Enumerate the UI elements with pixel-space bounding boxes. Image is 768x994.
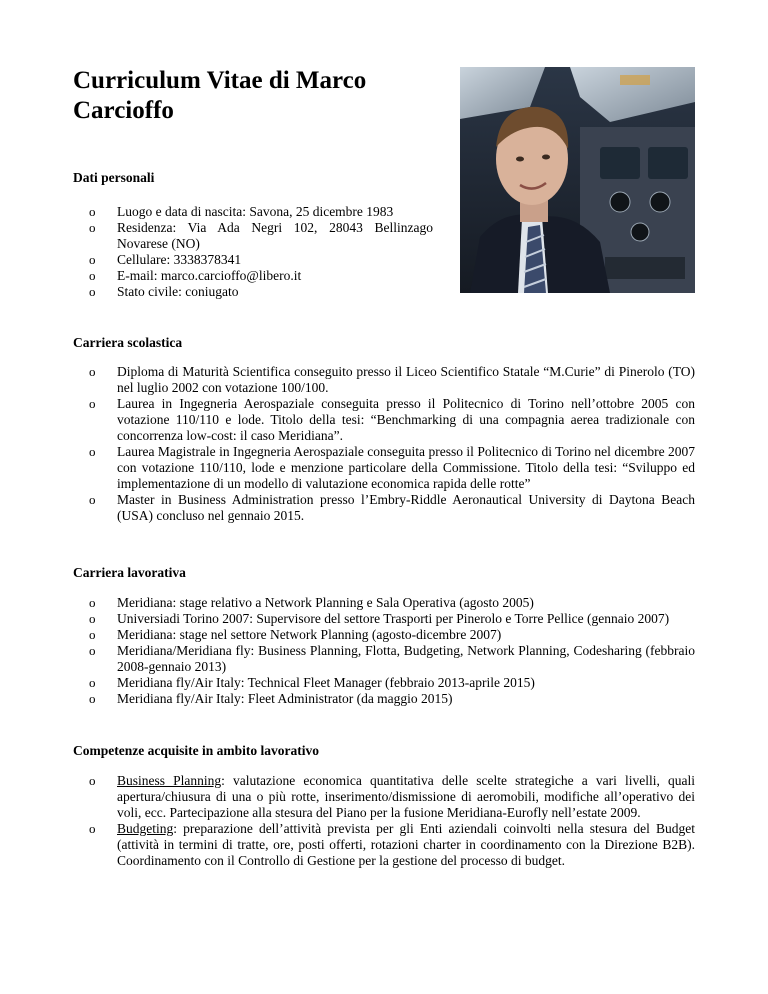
skill-term: Budgeting — [117, 821, 174, 836]
section-heading-personal: Dati personali — [73, 170, 155, 185]
cockpit-portrait-image — [460, 67, 695, 293]
skill-term: Business Planning — [117, 773, 222, 788]
list-item: o Meridiana: stage nel settore Network Planning (agosto-dicembre 2007) — [73, 627, 695, 643]
cv-title: Curriculum Vitae di Marco Carcioffo — [73, 67, 367, 124]
personal-info-list — [73, 204, 453, 300]
list-item: o Diploma di Maturità Scientifica conseguito presso il Liceo Scientifico Statale “M.Curie” di Pinerolo (TO) nel luglio 2002 con votazione 100/100. — [73, 364, 695, 396]
section-heading-career: Carriera lavorativa — [73, 565, 186, 580]
career-list — [73, 595, 695, 707]
list-item: o Laurea Magistrale in Ingegneria Aerospaziale conseguita presso il Politecnico di Torino nel dicembre 2007 con votazione 110/110, lode e menzione particolare della Commissione. Titolo della tesi: “Sviluppo ed implementazione di un modello di valutazione economica rapida delle rotte” — [73, 444, 695, 492]
list-item: o Meridiana fly/Air Italy: Fleet Administrator (da maggio 2015) — [73, 691, 695, 707]
list-item: o Laurea in Ingegneria Aerospaziale conseguita presso il Politecnico di Torino nell’ottobre 2005 con votazione 110/110 e lode. Titolo della tesi: “Benchmarking di una compagnia aerea tradizionale con concorrenza low-cost: il caso Meridiana”. — [73, 396, 695, 444]
list-item: o Cellulare: 3338378341 — [73, 252, 453, 268]
list-item: o Meridiana: stage relativo a Network Planning e Sala Operativa (agosto 2005) — [73, 595, 695, 611]
education-list — [73, 364, 695, 524]
list-item: o Universiadi Torino 2007: Supervisore del settore Trasporti per Pinerolo e Torre Pellice (gennaio 2007) — [73, 611, 695, 627]
skill-description: : preparazione dell’attività prevista per gli Enti aziendali coinvolti nella stesura del Budget (attività in termini di tratte, ore, posti offerti, rotazioni charter in coordinamento con la Direzione B2B). Coordinamento con il Controllo di Gestione per la gestione del processo di budget. — [117, 821, 695, 868]
profile-photo — [460, 67, 695, 293]
skills-list — [73, 773, 695, 869]
list-item: o Stato civile: coniugato — [73, 284, 453, 300]
list-item: o E-mail: marco.carcioffo@libero.it — [73, 268, 453, 284]
list-item — [73, 773, 695, 821]
section-heading-education: Carriera scolastica — [73, 335, 183, 350]
list-item: o Master in Business Administration presso l’Embry-Riddle Aeronautical University di Daytona Beach (USA) concluso nel gennaio 2015. — [73, 492, 695, 524]
list-item — [73, 821, 695, 869]
section-heading-skills: Competenze acquisite in ambito lavorativo — [73, 743, 319, 758]
list-item: o Meridiana/Meridiana fly: Business Planning, Flotta, Budgeting, Network Planning, Codesharing (febbraio 2008-gennaio 2013) — [73, 643, 695, 675]
skill-description: : valutazione economica quantitativa delle scelte strategiche a vari livelli, quali apertura/chiusura di una o più rotte, inserimento/dismissione di aeromobili, modifiche all’operativo dei voli, ecc. Partecipazione alla stesura del Piano per la fusione Meridiana-Eurofly nell’estate 2009. — [117, 773, 695, 820]
list-item: o Meridiana fly/Air Italy: Technical Fleet Manager (febbraio 2013-aprile 2015) — [73, 675, 695, 691]
list-item: o Residenza: Via Ada Negri 102, 28043 Bellinzago Novarese (NO) — [73, 220, 453, 252]
list-item: o Luogo e data di nascita: Savona, 25 dicembre 1983 — [73, 204, 453, 220]
